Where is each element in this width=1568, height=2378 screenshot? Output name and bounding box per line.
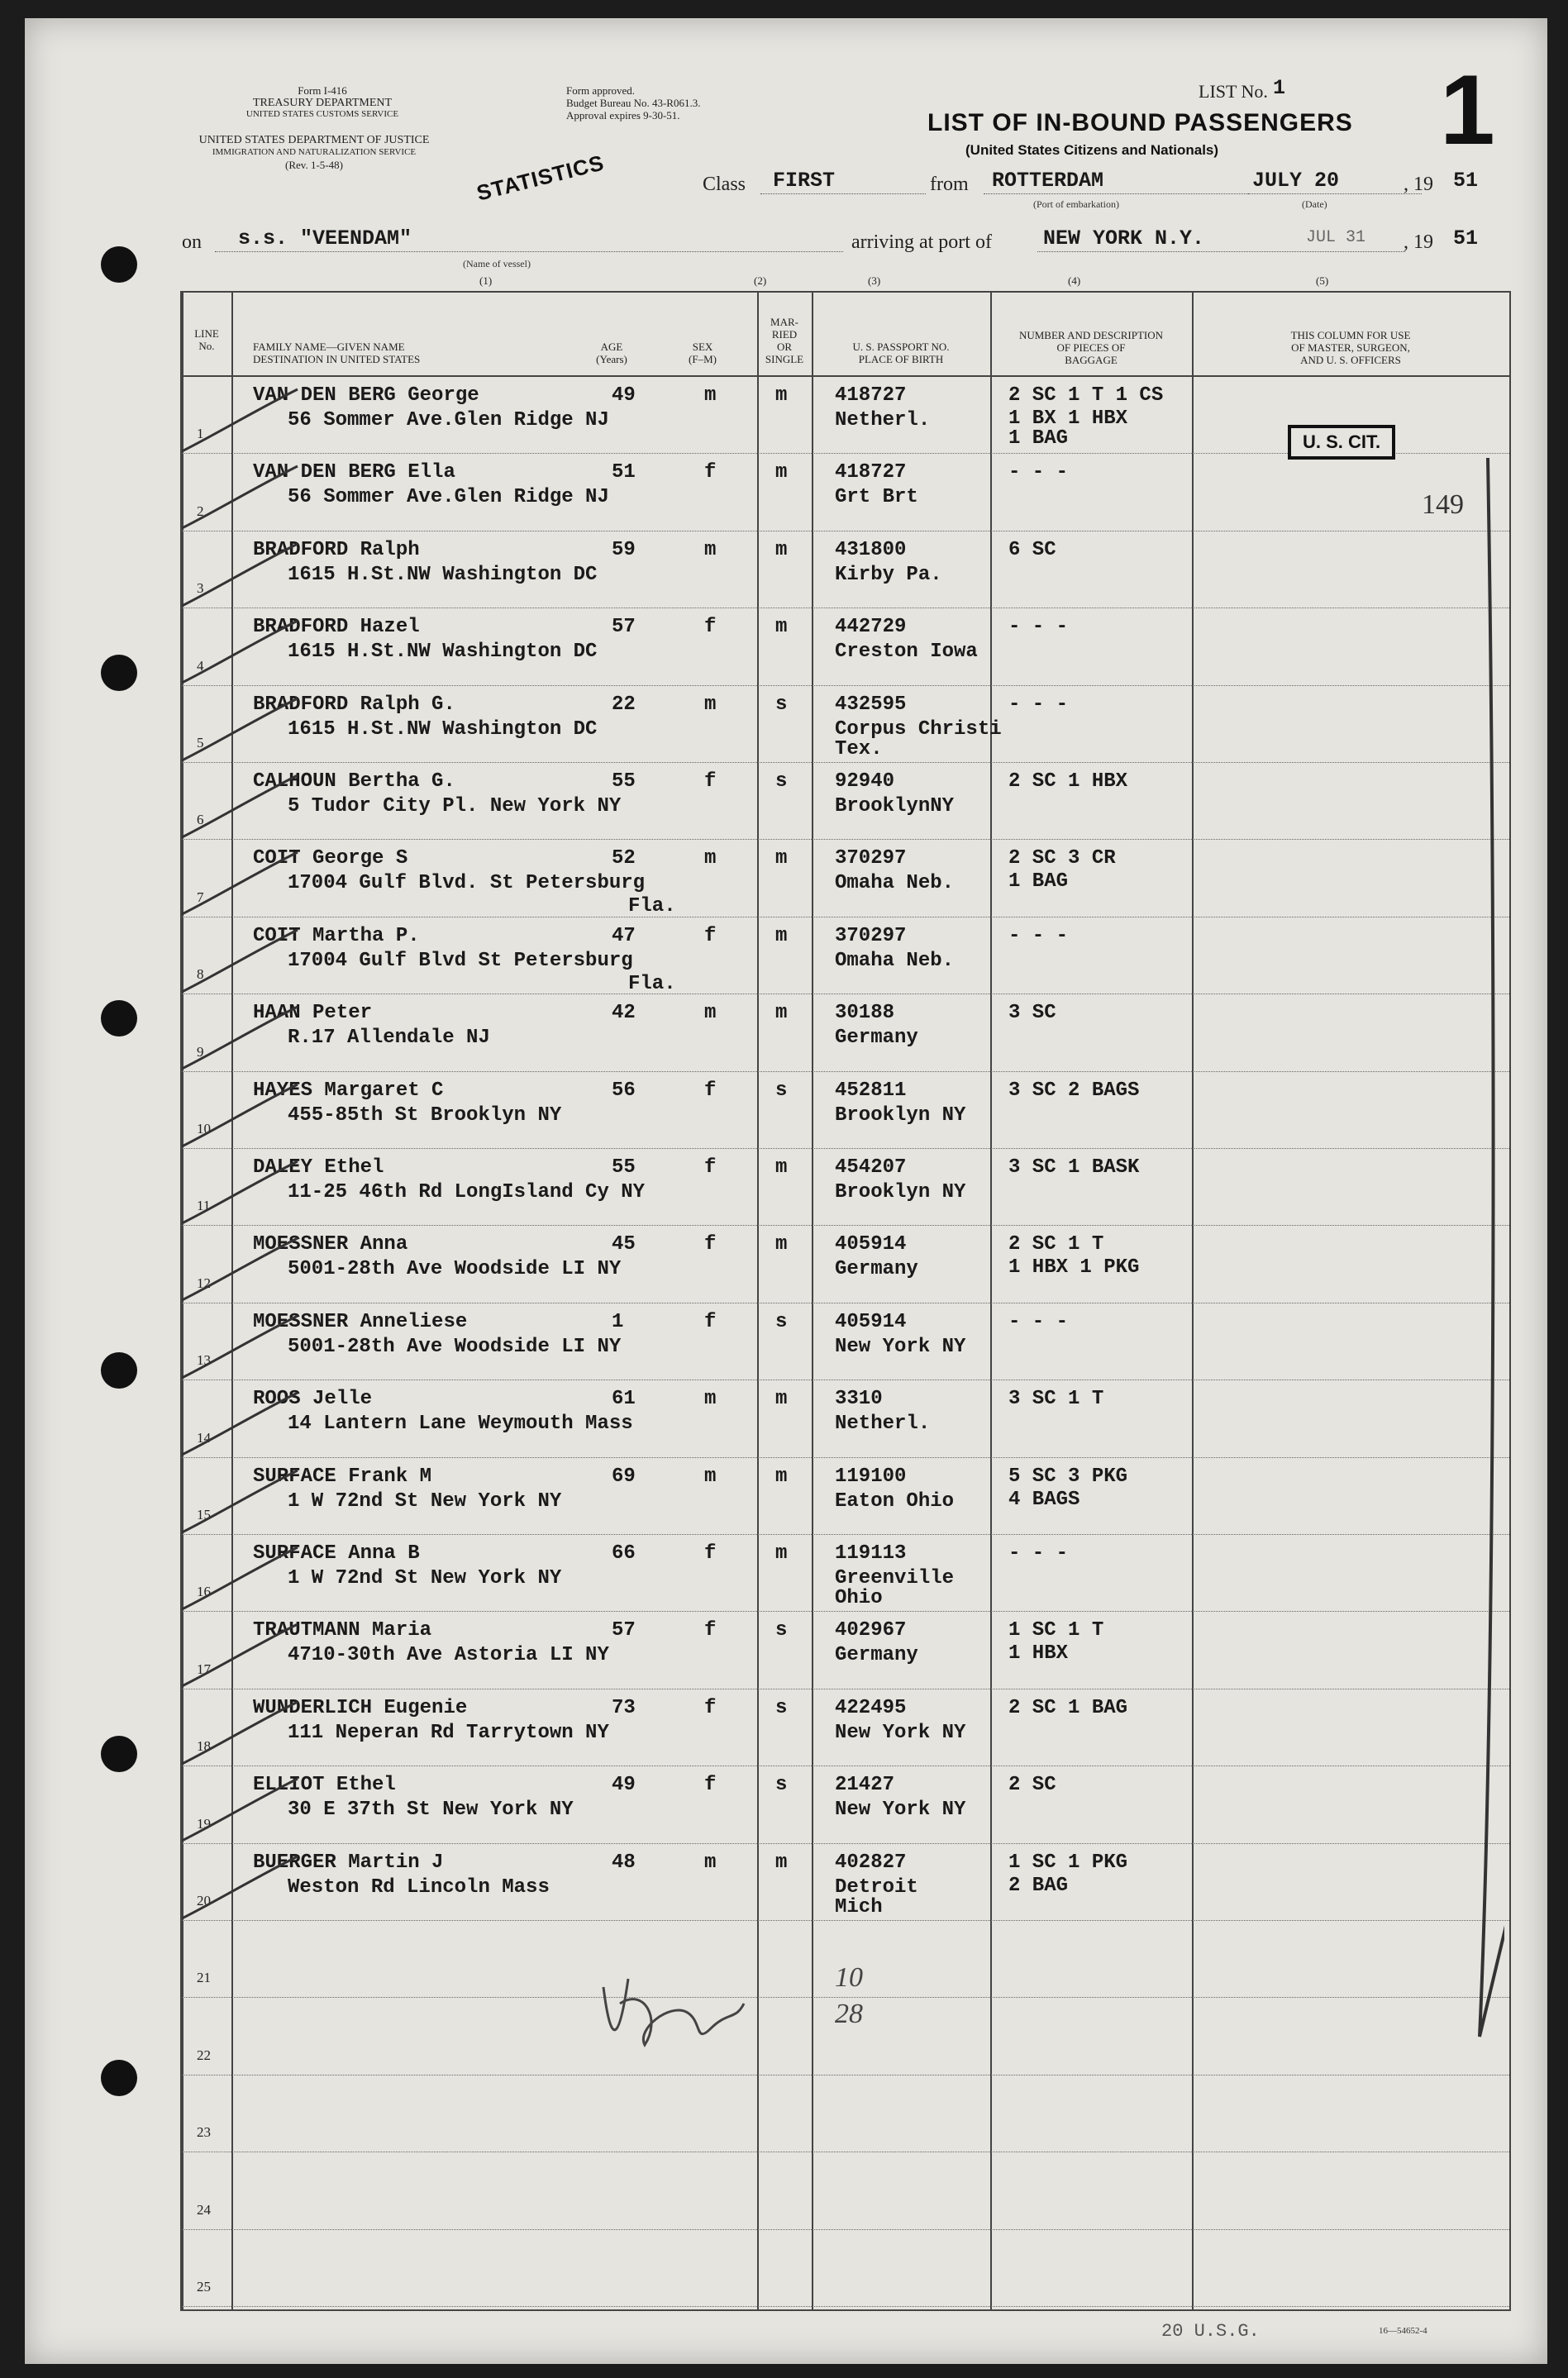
line-number: 12 (197, 1275, 211, 1291)
baggage-line-1: 2 SC 1 T (1008, 1233, 1104, 1256)
passenger-name: HAYES Margaret C (253, 1079, 444, 1102)
destination: 455-85th St Brooklyn NY (288, 1103, 562, 1127)
passenger-name: COIT Martha P. (253, 924, 420, 947)
destination: 1615 H.St.NW Washington DC (288, 717, 598, 741)
footer-stamp: 20 U.S.G. (1161, 2321, 1260, 2342)
place-of-birth: Netherl. (835, 409, 931, 431)
ins-heading: IMMIGRATION AND NATURALIZATION SERVICE (212, 147, 417, 157)
on-label: on (182, 231, 202, 253)
place-of-birth: New York NY (835, 1799, 966, 1822)
line-number: 10 (197, 1120, 211, 1137)
col-header-age: AGE (Years) (596, 341, 627, 365)
port-caption: (Port of embarkation) (1033, 198, 1119, 210)
col-num-5: (5) (1316, 274, 1329, 287)
arriving-label: arriving at port of (851, 231, 992, 253)
destination: 17004 Gulf Blvd. St Petersburg (288, 872, 646, 895)
marital-status: s (775, 1079, 788, 1102)
customs-service: UNITED STATES CUSTOMS SERVICE (245, 109, 399, 119)
year-1: 51 (1453, 169, 1479, 193)
passenger-name: DALEY Ethel (253, 1156, 384, 1179)
sex: f (704, 1696, 717, 1719)
class-value: FIRST (773, 169, 836, 193)
manifest-title: LIST OF IN-BOUND PASSENGERS (927, 109, 1353, 136)
destination: 5001-28th Ave Woodside LI NY (288, 1335, 622, 1358)
passport-number: 119100 (835, 1465, 907, 1488)
passport-number: 418727 (835, 461, 907, 484)
passport-number: 454207 (835, 1156, 907, 1179)
baggage-line-2: 1 HBX 1 PKG (1008, 1256, 1140, 1280)
place-of-birth: Corpus Christi (835, 717, 1002, 741)
baggage-line-1: 3 SC 2 BAGS (1008, 1079, 1140, 1102)
sex: f (704, 1310, 717, 1333)
place-of-birth-cont: Tex. (835, 737, 883, 760)
marital-status: s (775, 1310, 788, 1333)
arrival-port: NEW YORK N.Y. (1043, 226, 1205, 250)
place-of-birth: Brooklyn NY (835, 1103, 966, 1127)
place-of-birth: Kirby Pa. (835, 563, 942, 586)
marital-status: m (775, 1002, 788, 1025)
destination: 14 Lantern Lane Weymouth Mass (288, 1413, 633, 1436)
baggage-line-2: 1 BAG (1008, 870, 1069, 894)
sex: f (704, 924, 717, 947)
age: 73 (612, 1696, 636, 1719)
destination: 1615 H.St.NW Washington DC (288, 563, 598, 586)
baggage-line-1: - - - (1008, 616, 1069, 639)
passenger-name: VAN DEN BERG Ella (253, 461, 455, 484)
age: 56 (612, 1079, 636, 1102)
marital-status: m (775, 1542, 788, 1565)
destination-cont: Fla. (628, 972, 676, 995)
marital-status: m (775, 1465, 788, 1488)
fraction-denominator: 28 (835, 1999, 863, 2029)
list-number: 1 (1273, 76, 1286, 100)
age: 1 (612, 1310, 624, 1333)
passport-number: 405914 (835, 1233, 907, 1256)
baggage-line-1: 5 SC 3 PKG (1008, 1465, 1128, 1488)
passenger-name: MOESSNER Anna (253, 1233, 408, 1256)
marital-status: s (775, 1619, 788, 1642)
passenger-name: HAAN Peter (253, 1002, 373, 1025)
year-prefix-1: , 19 (1404, 174, 1433, 195)
treasury-dept: TREASURY DEPARTMENT (252, 97, 393, 109)
row-divider (182, 2306, 1509, 2307)
sex: f (704, 1619, 717, 1642)
passenger-name: WUNDERLICH Eugenie (253, 1696, 468, 1719)
marital-status: m (775, 1851, 788, 1874)
age: 47 (612, 924, 636, 947)
col-header-line-no: LINE No. (194, 327, 219, 352)
punch-hole (101, 1736, 137, 1772)
list-label: LIST No. (1199, 81, 1268, 102)
place-of-birth: Eaton Ohio (835, 1489, 955, 1513)
passenger-name: BRADFORD Ralph G. (253, 693, 455, 716)
passport-number: 30188 (835, 1002, 895, 1025)
age: 59 (612, 538, 636, 561)
place-of-birth: Detroit (835, 1875, 918, 1899)
destination: 111 Neperan Rd Tarrytown NY (288, 1721, 609, 1744)
age: 61 (612, 1388, 636, 1411)
us-citizen-stamp: U. S. CIT. (1288, 425, 1395, 460)
destination: 1615 H.St.NW Washington DC (288, 641, 598, 664)
age: 22 (612, 693, 636, 716)
sex: m (704, 384, 717, 407)
destination: 56 Sommer Ave.Glen Ridge NJ (288, 486, 609, 509)
year-prefix-2: , 19 (1404, 231, 1433, 253)
place-of-birth: Omaha Neb. (835, 949, 955, 972)
passenger-name: BRADFORD Hazel (253, 616, 420, 639)
line-number: 24 (197, 2201, 211, 2218)
doj-heading: UNITED STATES DEPARTMENT OF JUSTICE (198, 134, 430, 146)
marital-status: m (775, 1156, 788, 1179)
arrival-date-stamp: JUL 31 (1306, 228, 1366, 247)
baggage-line-1: 3 SC 1 T (1008, 1388, 1104, 1411)
col-header-name: FAMILY NAME—GIVEN NAME DESTINATION IN UNITED STATES (253, 341, 421, 365)
passport-number: 431800 (835, 538, 907, 561)
destination: Weston Rd Lincoln Mass (288, 1875, 550, 1899)
line-number: 2 (197, 503, 204, 519)
passport-number: 452811 (835, 1079, 907, 1102)
baggage-line-1: 2 SC 1 T 1 CS (1008, 384, 1164, 407)
place-of-birth: New York NY (835, 1721, 966, 1744)
marital-status: m (775, 924, 788, 947)
table-row (182, 2230, 1509, 2307)
punch-hole (101, 246, 137, 283)
age: 49 (612, 1774, 636, 1797)
age: 57 (612, 616, 636, 639)
form-number: Form I-416 (298, 84, 347, 97)
place-of-birth: Grt Brt (835, 486, 918, 509)
passenger-table (180, 291, 1511, 2311)
place-of-birth: Greenville (835, 1567, 955, 1589)
age: 55 (612, 770, 636, 793)
age: 57 (612, 1619, 636, 1642)
line-number: 25 (197, 2278, 211, 2295)
revision: (Rev. 1-5-48) (285, 159, 343, 171)
line-number: 19 (197, 1815, 211, 1832)
sex: f (704, 1774, 717, 1797)
line-number: 4 (197, 657, 204, 674)
col-num-1: (1) (479, 274, 493, 287)
place-of-birth: New York NY (835, 1335, 966, 1358)
place-of-birth: Netherl. (835, 1413, 931, 1436)
col-header-officers: THIS COLUMN FOR USE OF MASTER, SURGEON, AND U. S. OFFICERS (1290, 329, 1411, 366)
passport-number: 442729 (835, 616, 907, 639)
officer-check-line (1256, 441, 1504, 2177)
line-number: 16 (197, 1584, 211, 1600)
sex: f (704, 1079, 717, 1102)
line-number: 14 (197, 1429, 211, 1446)
sex: m (704, 1851, 717, 1874)
line-number: 18 (197, 1738, 211, 1755)
sex: m (704, 538, 717, 561)
col-num-2: (2) (754, 274, 767, 287)
age: 42 (612, 1002, 636, 1025)
line-number: 21 (197, 1970, 211, 1986)
baggage-line-2: 2 BAG (1008, 1874, 1069, 1897)
vessel-name: s.s. "VEENDAM" (238, 226, 412, 250)
manifest-sheet (25, 18, 1547, 2364)
line-number: 7 (197, 889, 204, 905)
col-num-4: (4) (1068, 274, 1081, 287)
baggage-line-1: - - - (1008, 924, 1069, 947)
marital-status: s (775, 1774, 788, 1797)
sex: f (704, 461, 717, 484)
line-number: 5 (197, 734, 204, 751)
date-caption: (Date) (1302, 198, 1327, 210)
approval-expires: Approval expires 9-30-51. (566, 109, 680, 122)
marital-status: s (775, 693, 788, 716)
passenger-name: COIT George S (253, 847, 408, 870)
place-of-birth: Omaha Neb. (835, 872, 955, 895)
age: 66 (612, 1542, 636, 1565)
passenger-name: BUERGER Martin J (253, 1851, 444, 1874)
departure-date: JULY 20 (1252, 169, 1340, 193)
destination: 56 Sommer Ave.Glen Ridge NJ (288, 409, 609, 431)
passenger-name: SURFACE Frank M (253, 1465, 432, 1488)
passport-number: 402827 (835, 1851, 907, 1874)
destination: 5001-28th Ave Woodside LI NY (288, 1258, 622, 1281)
baggage-line-1: - - - (1008, 1542, 1069, 1565)
line-number: 3 (197, 580, 204, 597)
passenger-name: CALHOUN Bertha G. (253, 770, 455, 793)
destination: 5 Tudor City Pl. New York NY (288, 795, 622, 817)
baggage-line-2: 1 BX 1 HBX (1008, 407, 1128, 430)
baggage-line-1: - - - (1008, 1310, 1069, 1333)
passport-number: 119113 (835, 1542, 907, 1565)
passport-number: 418727 (835, 384, 907, 407)
marital-status: m (775, 384, 788, 407)
destination-cont: Fla. (628, 895, 676, 918)
place-of-birth: Brooklyn NY (835, 1181, 966, 1203)
baggage-line-2: 4 BAGS (1008, 1488, 1080, 1511)
destination: 1 W 72nd St New York NY (288, 1567, 562, 1589)
sex: m (704, 1465, 717, 1488)
baggage-line-1: 2 SC 1 HBX (1008, 770, 1128, 793)
baggage-line-1: - - - (1008, 693, 1069, 716)
baggage-line-1: 2 SC 3 CR (1008, 847, 1116, 870)
passenger-name: VAN DEN BERG George (253, 384, 479, 407)
passport-number: 405914 (835, 1310, 907, 1333)
marital-status: m (775, 1388, 788, 1411)
passenger-name: ELLIOT Ethel (253, 1774, 396, 1797)
marital-status: s (775, 1696, 788, 1719)
col-header-married: MAR- RIED OR SINGLE (765, 316, 804, 365)
line-number: 11 (197, 1198, 211, 1214)
place-of-birth: Germany (835, 1027, 918, 1050)
line-number: 20 (197, 1892, 211, 1909)
place-of-birth: Creston Iowa (835, 641, 978, 664)
line-number: 9 (197, 1043, 204, 1060)
passport-number: 370297 (835, 847, 907, 870)
line-number: 23 (197, 2124, 211, 2141)
destination: 17004 Gulf Blvd St Petersburg (288, 949, 633, 972)
budget-bureau: Budget Bureau No. 43-R061.3. (566, 97, 701, 109)
handwritten-signature (595, 1954, 810, 2078)
age: 51 (612, 461, 636, 484)
passenger-name: BRADFORD Ralph (253, 538, 420, 561)
sex: m (704, 693, 717, 716)
passport-number: 422495 (835, 1696, 907, 1719)
from-value: ROTTERDAM (992, 169, 1104, 193)
passenger-name: TRAUTMANN Maria (253, 1619, 432, 1642)
age: 45 (612, 1233, 636, 1256)
passenger-name: MOESSNER Anneliese (253, 1310, 468, 1333)
place-of-birth: BrooklynNY (835, 795, 955, 817)
marital-status: m (775, 616, 788, 639)
count-annotation: 149 (1422, 489, 1464, 520)
passenger-name: SURFACE Anna B (253, 1542, 420, 1565)
baggage-line-3: 1 BAG (1008, 427, 1069, 450)
passport-number: 432595 (835, 693, 907, 716)
form-approved: Form approved. (566, 84, 636, 97)
baggage-line-1: 6 SC (1008, 538, 1056, 561)
marital-status: m (775, 847, 788, 870)
destination: R.17 Allendale NJ (288, 1027, 490, 1050)
sex: m (704, 1002, 717, 1025)
destination: 4710-30th Ave Astoria LI NY (288, 1644, 609, 1667)
sex: f (704, 770, 717, 793)
passport-number: 3310 (835, 1388, 883, 1411)
year-2: 51 (1453, 226, 1479, 250)
baggage-line-1: 1 SC 1 PKG (1008, 1851, 1128, 1874)
sex: m (704, 1388, 717, 1411)
punch-hole (101, 2060, 137, 2096)
baggage-line-1: 1 SC 1 T (1008, 1619, 1104, 1642)
footer-code: 16—54652-4 (1379, 2326, 1427, 2336)
sex: f (704, 1233, 717, 1256)
marital-status: m (775, 461, 788, 484)
line-number: 15 (197, 1506, 211, 1523)
col-header-baggage: NUMBER AND DESCRIPTION OF PIECES OF BAGGAGE (1018, 329, 1164, 366)
baggage-line-1: 2 SC (1008, 1774, 1056, 1797)
passport-number: 21427 (835, 1774, 895, 1797)
passenger-name: ROOS Jelle (253, 1388, 373, 1411)
age: 69 (612, 1465, 636, 1488)
punch-hole (101, 1000, 137, 1037)
baggage-line-2: 1 HBX (1008, 1642, 1069, 1666)
from-label: from (930, 174, 969, 195)
line-number: 8 (197, 966, 204, 983)
place-of-birth-cont: Mich (835, 1895, 883, 1918)
passport-number: 370297 (835, 924, 907, 947)
destination: 1 W 72nd St New York NY (288, 1489, 562, 1513)
line-number: 22 (197, 2047, 211, 2063)
line-number: 17 (197, 1661, 211, 1677)
baggage-line-1: - - - (1008, 461, 1069, 484)
sex: m (704, 847, 717, 870)
line-number: 6 (197, 812, 204, 828)
class-label: Class (703, 174, 746, 195)
baggage-line-1: 2 SC 1 BAG (1008, 1696, 1128, 1719)
sex: f (704, 1542, 717, 1565)
age: 48 (612, 1851, 636, 1874)
page-corner-number: 1 (1440, 55, 1495, 165)
manifest-subtitle: (United States Citizens and Nationals) (965, 142, 1219, 158)
place-of-birth: Germany (835, 1644, 918, 1667)
vessel-caption: (Name of vessel) (463, 258, 531, 269)
destination: 30 E 37th St New York NY (288, 1799, 574, 1822)
place-of-birth-cont: Ohio (835, 1587, 883, 1609)
col-header-passport: U. S. PASSPORT NO. PLACE OF BIRTH (852, 341, 950, 365)
marital-status: s (775, 770, 788, 793)
marital-status: m (775, 538, 788, 561)
sex: f (704, 616, 717, 639)
punch-hole (101, 1352, 137, 1389)
line-number: 13 (197, 1352, 211, 1369)
baggage-line-1: 3 SC (1008, 1002, 1056, 1025)
age: 52 (612, 847, 636, 870)
passport-number: 92940 (835, 770, 895, 793)
line-number: 1 (197, 426, 204, 442)
col-num-3: (3) (868, 274, 881, 287)
sex: f (704, 1156, 717, 1179)
passport-number: 402967 (835, 1619, 907, 1642)
destination: 11-25 46th Rd LongIsland Cy NY (288, 1181, 646, 1203)
col-header-sex: SEX (F–M) (689, 341, 717, 365)
age: 49 (612, 384, 636, 407)
punch-hole (101, 655, 137, 691)
marital-status: m (775, 1233, 788, 1256)
statistics-stamp: STATISTICS (474, 150, 607, 206)
age: 55 (612, 1156, 636, 1179)
place-of-birth: Germany (835, 1258, 918, 1281)
baggage-line-1: 3 SC 1 BASK (1008, 1156, 1140, 1179)
fraction-numerator: 10 (835, 1962, 863, 1993)
